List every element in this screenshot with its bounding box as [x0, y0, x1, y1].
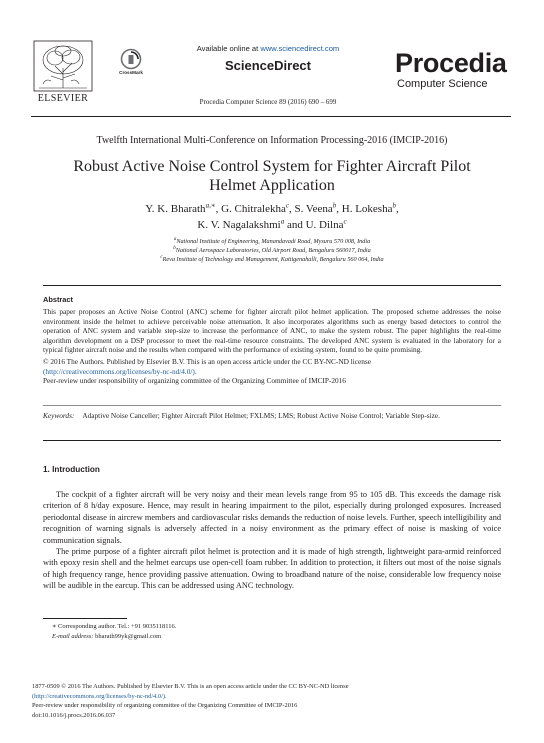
author-name: U. Dilna: [305, 218, 344, 231]
bottom-credits: [32, 682, 512, 720]
elsevier-logo: [33, 40, 93, 106]
email-line: E-mail address: bharath99yk@gmail.com: [52, 632, 162, 640]
author-line-1: [20, 202, 524, 218]
intro-paragraph-2: The prime purpose of a fighter aircraft pilot helmet is protection and it is made of high strength, lightweight para-armid reinforced with epoxy resin shell and the helmet earcups use open-cell foam rubber. In addition to protection, it filters out most of the noise signals of high frequency range, hence providing passive attenuation. Owing to broadband nature of the noise, considerable low frequency noise will be audible in the earcup. This can be addressed using ANC technology.: [43, 547, 501, 591]
abstract-top-rule: [43, 285, 501, 286]
elsevier-wordmark: ELSEVIER: [37, 93, 89, 104]
author-separator: and: [284, 218, 306, 231]
issn-line: 1877-0509 © 2016 The Authors. Published by Elsevier B.V. This is an open access article under the CC BY-NC-ND license: [32, 683, 349, 690]
author-affiliation-mark: a,∗: [205, 201, 216, 210]
available-online: Available online at www.sciencedirect.com: [196, 44, 340, 53]
affiliation-mark: b: [173, 246, 176, 252]
author-affiliation-mark: c: [285, 201, 289, 210]
author-name: S. Veena: [294, 203, 333, 215]
author-separator: ,: [215, 203, 222, 215]
affiliation-text: National Institute of Engineering, Manandavadi Road, Mysuru 570 008, India: [176, 238, 371, 245]
paper-title: Robust Active Noise Control System for Fighter Aircraft Pilot Helmet Application: [73, 158, 471, 194]
keywords-text: Adaptive Noise Canceller; Fighter Aircraft Pilot Helmet; FXLMS; LMS; Robust Active Noise Control; Variable Step-size.: [82, 411, 440, 420]
corresponding-author: ∗ Corresponding author. Tel.: +91 9035118116.: [52, 623, 177, 630]
author-name: K. V. Nagalakshmi: [197, 218, 281, 231]
author-list: [20, 202, 524, 233]
keywords: [43, 411, 501, 421]
keywords-bottom-rule: [43, 440, 501, 441]
procedia-logo: [395, 48, 515, 91]
author-separator: ,: [336, 203, 342, 215]
author-affiliation-mark: c: [343, 216, 347, 225]
author-affiliation-mark: b: [392, 201, 396, 210]
doi: doi:10.1016/j.procs.2016.06.037: [32, 711, 116, 719]
bottom-license-link[interactable]: (http://creativecommons.org/licenses/by-nc-nd/4.0/).: [32, 692, 167, 700]
abstract-license-link[interactable]: (http://creativecommons.org/licenses/by-nc-nd/4.0/).: [43, 366, 197, 376]
author-affiliation-mark: a: [280, 216, 285, 225]
sciencedirect-title: ScienceDirect: [225, 58, 311, 73]
procedia-subtitle: Computer Science: [397, 78, 488, 90]
author-name: H. Lokesha: [341, 203, 393, 215]
keywords-label: Keywords:: [43, 411, 75, 420]
affiliation-line: [20, 237, 524, 246]
sciencedirect-link[interactable]: www.sciencedirect.com: [260, 44, 340, 53]
crossmark-logo: [118, 48, 144, 76]
author-affiliation-mark: b: [332, 201, 337, 210]
author-separator: ,: [395, 203, 399, 215]
intro-paragraph-1: The cockpit of a fighter aircraft will be very noisy and their mean levels range from 95 to 105 dB. This exceeds the damage risk criterion of 8 h/day exposure. Hence, may result in hearing impairment to the pilot, especially during prolonged exposures. Increased periodontal disease in aircrew members and cardiovascular risks demands the reduction of noise levels. Further, speech intelligibility and recognition of warning signals is adversely affected in a noisy environment as the primary effect of noise is masking of voice communication signals.: [43, 490, 501, 545]
author-line-2: [20, 218, 524, 234]
abstract-text: This paper proposes an Active Noise Control (ANC) scheme for fighter aircraft pilot helmet application. The proposed scheme addresses the noise environment inside the helmet to achieve perceivable noise attenuation. It also incorporates algorithms such as energy based detectors to control the operation of ANC system and variable step-size to increase the performance of ANC, to make the system robust. The paper highlights the real-time algorithm development on a DSP processor to meet the real-time resource constraints. The developed ANC system is evaluated in the laboratory for a typical fighter aircraft noise and the results when compared with the performance of existing system, found to be quite promising.: [43, 307, 501, 355]
author-name: Y. K. Bharath: [145, 203, 206, 215]
conference-name: Twelfth International Multi-Conference on Information Processing-2016 (IMCIP-2016): [96, 135, 448, 146]
crossmark-icon: [120, 48, 142, 70]
affiliation-line: [20, 246, 524, 255]
email-link[interactable]: bharath99yk@gmail.com: [95, 632, 162, 640]
abstract-peer-review: Peer-review under responsibility of organizing committee of the Organizing Committee of IMCIP-2016: [43, 376, 346, 386]
author-name: G. Chitralekha: [221, 203, 286, 215]
abstract-license: © 2016 The Authors. Published by Elsevier B.V. This is an open access article under the CC BY-NC-ND license (http://creativecommons.org/licenses/by-nc-nd/4.0/).: [43, 356, 371, 376]
affiliation-mark: a: [173, 236, 177, 242]
abstract-heading: Abstract: [43, 295, 73, 304]
crossmark-label: CrossMark: [119, 70, 143, 75]
footnote-rule: [43, 618, 127, 619]
affiliation-text: Reva Institute of Technology and Management, Kattigenahalli, Bengaluru 560 064, India: [162, 256, 384, 264]
affiliation-mark: c: [160, 255, 163, 261]
affiliations: [20, 237, 524, 265]
abstract-body: [43, 307, 501, 386]
footnote: [52, 622, 176, 641]
author-separator: ,: [288, 203, 295, 215]
header-rule: [31, 116, 511, 117]
journal-reference: Procedia Computer Science 89 (2016) 690 – 699: [199, 98, 337, 106]
affiliation-line: [20, 255, 524, 264]
affiliation-text: National Aerospace Laboratories, Old Airport Road, Bengaluru 560017, India: [175, 247, 371, 255]
elsevier-tree-icon: [33, 40, 93, 92]
procedia-title: Procedia: [395, 48, 507, 78]
bottom-peer-review: Peer-review under responsibility of organizing committee of the Organizing Committee of IMCIP-2016: [32, 702, 298, 710]
section-heading-introduction: 1. Introduction: [43, 465, 100, 474]
abstract-mid-rule: [43, 405, 501, 406]
section-body: [43, 489, 501, 592]
